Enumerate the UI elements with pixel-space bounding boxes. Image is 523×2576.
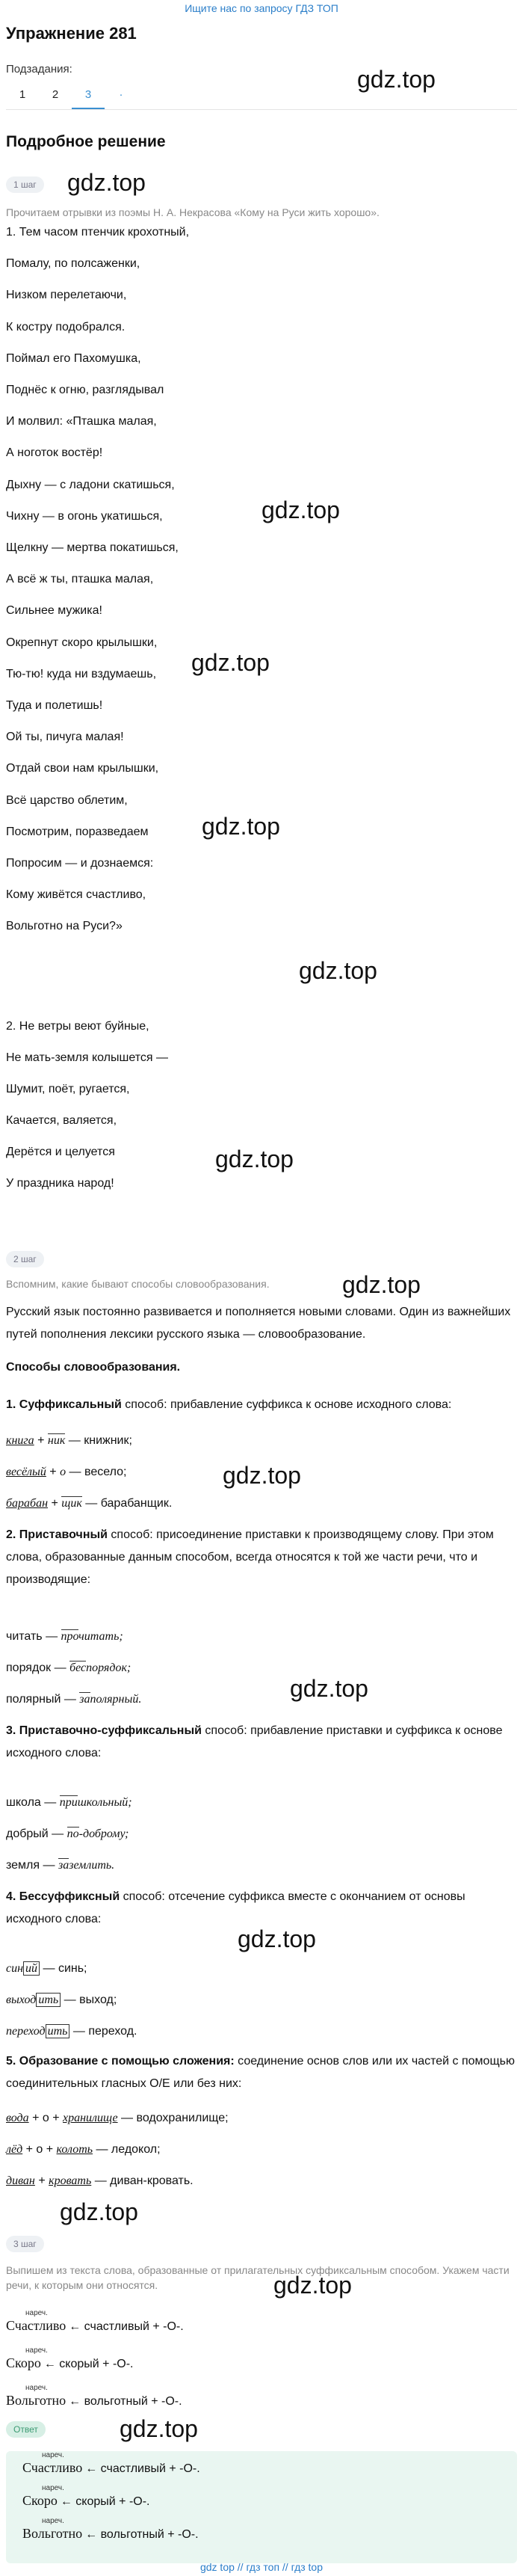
method-prefix: 2. Приставочный способ: присоединение приставки к производящему слову. При этом слова, образованные данным способом, всегда относятся к той же части речи, что и производящие:: [6, 1528, 494, 1586]
example-line: книга + ник — книжник;: [6, 1434, 132, 1447]
derivation-item: [6, 2346, 134, 2371]
poem-line: Ой ты, пичуга малая!: [6, 731, 124, 744]
method-nonsuffix: 4. Бессуффиксный способ: отсечение суффикса вместе с окончанием от основы исходного слова:: [6, 1890, 465, 1925]
example-line: полярный — заполярный.: [6, 1693, 142, 1706]
watermark: gdz.top: [342, 1271, 421, 1298]
derivation-source: ← вольготный + -О-.: [85, 2528, 199, 2541]
method-composition: 5. Образование с помощью сложения: соединение основ слов или их частей с помощью соединительных гласных О/Е или без них:: [6, 2055, 515, 2090]
poem-line: Тю-тю! куда ни вздумаешь,: [6, 667, 157, 680]
poem-line: Дыхну — с ладони скатишься,: [6, 478, 175, 491]
derivation-source: ← вольготный + -О-.: [69, 2395, 182, 2408]
step-badge: 3 шаг: [6, 2236, 44, 2252]
example-line: барабан + щик — барабанщик.: [6, 1497, 173, 1510]
watermark: gdz.top: [215, 1146, 294, 1172]
intro-paragraph: Русский язык постоянно развивается и пополняется новыми словами. Один из важнейших путей пополнения лексики русского языка — словообразование.: [6, 1306, 511, 1341]
tab-1[interactable]: 1: [19, 88, 26, 101]
method-suffix: 1. Суффиксальный способ: прибавление суффикса к основе исходного слова:: [6, 1398, 452, 1411]
example-line: добрый — по-доброму;: [6, 1828, 129, 1840]
part-of-speech-label: нареч.: [42, 2484, 64, 2492]
poem-line: Поймал его Пахомушка,: [6, 351, 141, 365]
example-line: читать — прочитать;: [6, 1630, 123, 1643]
poem-line: К костру подобрался.: [6, 320, 126, 333]
poem-line: Помалу, по полсаженки,: [6, 257, 140, 271]
methods-heading: Способы словообразования.: [6, 1361, 181, 1374]
watermark: gdz.top: [202, 813, 280, 840]
watermark: gdz.top: [67, 169, 146, 196]
watermark: gdz.top: [357, 66, 436, 93]
poem-line: Качается, валяется,: [6, 1114, 117, 1127]
step-badge: 2 шаг: [6, 1251, 44, 1267]
watermark: gdz.top: [290, 1675, 368, 1702]
example-line: лёд + о + колоть — ледокол;: [6, 2143, 161, 2156]
footer-links[interactable]: gdz top // гдз топ // гдз top: [199, 2561, 324, 2573]
subtasks-label: Подзадания:: [6, 63, 72, 76]
poem-line: Туда и полетишь!: [6, 699, 103, 712]
step-note: Вспомним, какие бывают способы словообразования.: [6, 1278, 270, 1290]
example-line: син ий — синь;: [6, 1962, 87, 1975]
poem-line: А ноготок востёр!: [6, 446, 103, 460]
poem-line: Низком перелетаючи,: [6, 289, 127, 302]
page-title: Упражнение 281: [6, 24, 137, 43]
derivation-source: ← скорый + -О-.: [43, 2358, 134, 2370]
step-badge: 1 шаг: [6, 176, 44, 193]
poem-line: Кому живётся счастливо,: [6, 888, 146, 902]
poem-line: Шумит, поёт, ругается,: [6, 1083, 130, 1095]
derivation-item: [6, 2309, 184, 2334]
tab-more[interactable]: ·: [119, 88, 123, 101]
poem-line: Отдай свои нам крылышки,: [6, 762, 159, 775]
part-of-speech-label: нареч.: [42, 2517, 64, 2525]
watermark: gdz.top: [262, 497, 340, 523]
poem-line: А всё ж ты, пташка малая,: [6, 573, 154, 586]
tab-3[interactable]: 3: [72, 84, 105, 109]
poem-line: Посмотрим, поразведаем: [6, 825, 149, 838]
derivation-source: ← скорый + -О-.: [60, 2495, 150, 2508]
example-line: выход ить — выход;: [6, 1994, 117, 2006]
solution-heading: Подробное решение: [6, 133, 166, 150]
step-note: Выпишем из текста слова, образованные от прилагательных суффиксальным способом. Укажем части речи, к которым они относятся.: [6, 2264, 510, 2291]
part-of-speech-label: нареч.: [25, 2384, 48, 2392]
derived-word: Счастливо: [6, 2318, 66, 2333]
watermark: gdz.top: [191, 649, 270, 676]
part-of-speech-label: нареч.: [25, 2346, 48, 2355]
subtask-tabs: [6, 84, 517, 110]
poem-line: Не мать-земля колышется —: [6, 1051, 168, 1064]
example-line: школа — пришкольный;: [6, 1796, 132, 1809]
poem-line: Всё царство облетим,: [6, 793, 128, 807]
poem-line: Поднёс к огню, разглядывал: [6, 384, 164, 396]
watermark: gdz.top: [299, 957, 377, 984]
derived-word: Скоро: [22, 2493, 58, 2508]
watermark: gdz.top: [120, 2415, 198, 2442]
poem-line: И молвил: «Пташка малая,: [6, 415, 157, 428]
derived-word: Счастливо: [22, 2460, 83, 2475]
poem-line: 1. Тем часом птенчик крохотный,: [6, 226, 190, 239]
example-line: земля — заземлить.: [6, 1859, 115, 1872]
example-line: переход ить — переход.: [6, 2025, 137, 2038]
poem-line: Дерётся и целуется: [6, 1146, 115, 1158]
derivation-source: ← счастливый + -О-.: [69, 2320, 184, 2333]
poem-line: Попросим — и дознаемся:: [6, 857, 154, 870]
derivation-item: [6, 2384, 182, 2409]
watermark: gdz.top: [238, 1925, 316, 1952]
derived-word: Скоро: [6, 2355, 41, 2370]
poem-line: У праздника народ!: [6, 1177, 114, 1190]
derivation-item: [22, 2517, 199, 2542]
derived-word: Вольготно: [22, 2526, 83, 2541]
poem-line: Окрепнут скоро крылышки,: [6, 636, 158, 649]
poem-line: Чихну — в огонь укатишься,: [6, 509, 163, 523]
part-of-speech-label: нареч.: [42, 2451, 64, 2459]
poem-line: Вольготно на Руси?»: [6, 920, 123, 933]
answer-badge: Ответ: [6, 2421, 46, 2438]
example-line: вода + о + хранилище — водохранилище;: [6, 2112, 229, 2124]
watermark: gdz.top: [60, 2198, 138, 2225]
derivation-item: [22, 2484, 150, 2509]
example-line: порядок — беспорядок;: [6, 1662, 131, 1674]
step-note: Прочитаем отрывки из поэмы Н. А. Некрасова «Кому на Руси жить хорошо».: [6, 206, 380, 218]
watermark: gdz.top: [223, 1462, 301, 1489]
watermark: gdz.top: [273, 2272, 352, 2299]
tab-2[interactable]: 2: [52, 88, 59, 101]
poem-line: Сильнее мужика!: [6, 604, 102, 618]
top-banner[interactable]: Ищите нас по запросу ГДЗ ТОП: [185, 2, 338, 14]
derivation-source: ← счастливый + -О-.: [85, 2462, 200, 2475]
derivation-item: [22, 2451, 200, 2476]
poem-line: 2. Не ветры веют буйные,: [6, 1020, 149, 1033]
example-line: диван + кровать — диван-кровать.: [6, 2174, 194, 2187]
example-line: весёлый + о — весело;: [6, 1466, 127, 1478]
derived-word: Вольготно: [6, 2393, 66, 2408]
poem-line: Щелкну — мертва покатишься,: [6, 541, 179, 554]
part-of-speech-label: нареч.: [25, 2309, 48, 2317]
method-prefix-suffix: 3. Приставочно-суффиксальный способ: прибавление приставки и суффикса к основе исходного слова:: [6, 1724, 503, 1759]
